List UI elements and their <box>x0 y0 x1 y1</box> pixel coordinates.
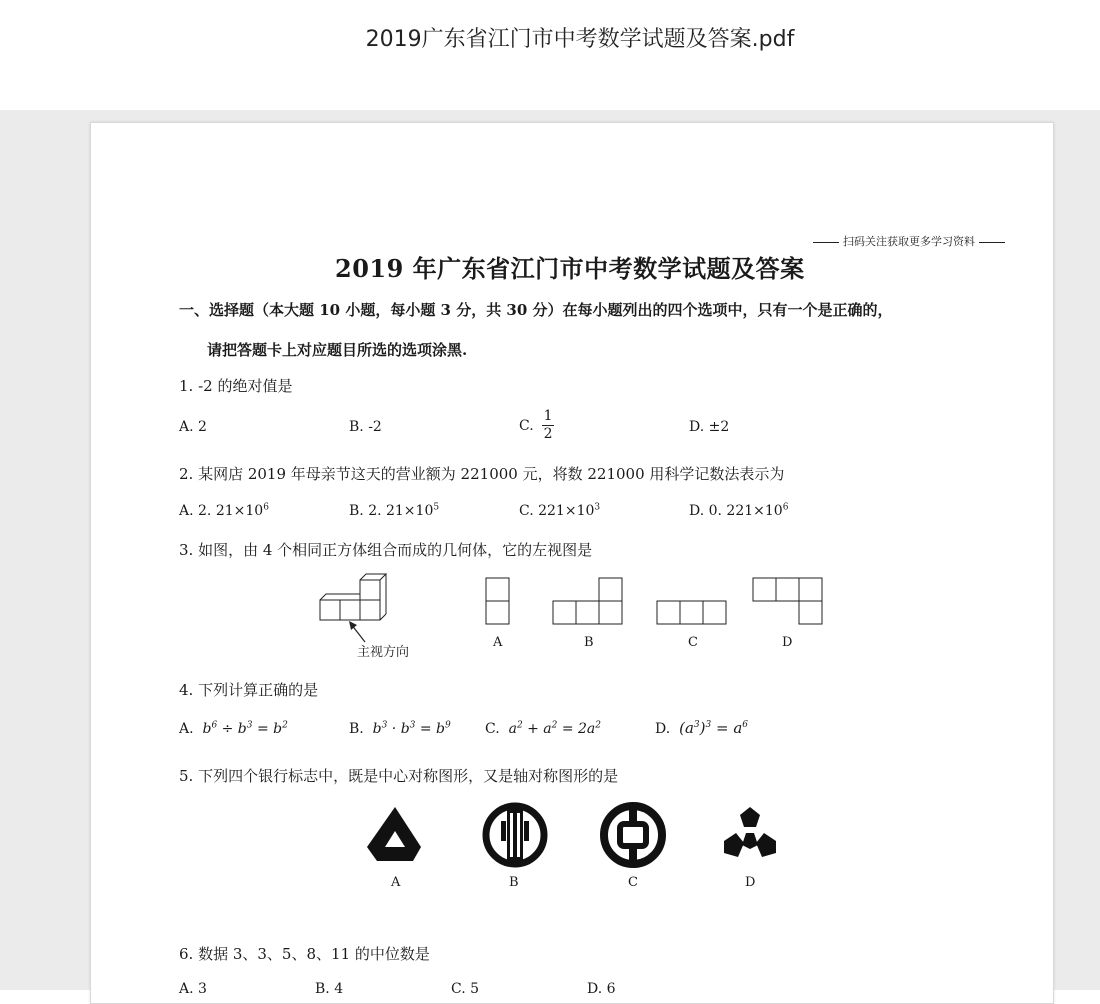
q3-view-d <box>752 577 827 627</box>
q1-option-d: D. ±2 <box>689 419 730 435</box>
q2-option-a: A. 2. $21\times 10^6$ <box>179 502 269 519</box>
q1-option-a: A. 2 <box>179 419 207 435</box>
view-direction-label: 主视方向 <box>357 645 410 660</box>
question-6: 6. 数据 3、3、5、8、11 的中位数是 <box>179 945 430 963</box>
q5-label-c: C <box>628 875 638 890</box>
q3-label-d: D <box>782 635 793 650</box>
q4-option-b: B. $b^3 \cdot b^3 = b^9$ <box>349 720 451 737</box>
watermark: 扫码关注获取更多学习资料 <box>809 233 1009 249</box>
question-4: 4. 下列计算正确的是 <box>179 681 319 699</box>
pdf-page <box>90 122 1054 1004</box>
q3-view-a <box>485 577 511 627</box>
q3-view-b <box>552 577 627 627</box>
q4-option-a: A. $b^6 \div b^3 = b^2$ <box>179 720 288 737</box>
q6-option-d: D. 6 <box>587 981 616 997</box>
title-bar <box>0 0 1100 110</box>
section-heading-cont: 请把答题卡上对应题目所选的选项涂黑. <box>207 341 468 359</box>
q3-label-c: C <box>688 635 698 650</box>
q3-view-c <box>656 600 731 627</box>
q2-option-c: C. $221\times 10^3$ <box>519 502 601 519</box>
q5-label-a: A <box>391 875 401 890</box>
q1-option-c: C. $\frac{1}{2}$ <box>519 408 553 443</box>
q3-label-a: A <box>493 635 503 650</box>
document-title: 2019广东省江门市中考数学试题及答案.pdf <box>365 27 795 52</box>
bank-logo-b <box>481 801 549 869</box>
q2-option-d: D. 0. $221\times 10^6$ <box>689 502 789 519</box>
question-5: 5. 下列四个银行标志中，既是中心对称图形，又是轴对称图形的是 <box>179 767 619 785</box>
q4-option-c: C. $a^2 + a^2 = 2a^2$ <box>485 720 602 737</box>
q5-label-b: B <box>509 875 519 890</box>
paper-title: 2019 年广东省江门市中考数学试题及答案 <box>335 254 805 283</box>
bank-logo-d <box>716 803 784 869</box>
q6-option-c: C. 5 <box>451 981 480 997</box>
q2-option-b: B. 2. $21\times 10^5$ <box>349 502 440 519</box>
question-1: 1. -2 的绝对值是 <box>179 377 293 395</box>
bank-logo-c <box>599 801 667 869</box>
q4-option-d: D. $(a^3)^3 = a^6$ <box>655 719 749 737</box>
question-3: 3. 如图，由 4 个相同正方体组合而成的几何体，它的左视图是 <box>179 541 593 559</box>
q6-option-b: B. 4 <box>315 981 344 997</box>
q3-label-b: B <box>584 635 594 650</box>
q5-label-d: D <box>745 875 756 890</box>
q1-option-b: B. -2 <box>349 419 382 435</box>
bank-logo-a <box>363 803 433 869</box>
section-heading: 一、选择题（本大题 10 小题，每小题 3 分，共 30 分）在每小题列出的四个选项中，只有一个是正确的， <box>179 301 893 319</box>
question-2: 2. 某网店 2019 年母亲节这天的营业额为 221000 元，将数 221000 用科学记数法表示为 <box>179 465 785 483</box>
q6-option-a: A. 3 <box>179 981 207 997</box>
